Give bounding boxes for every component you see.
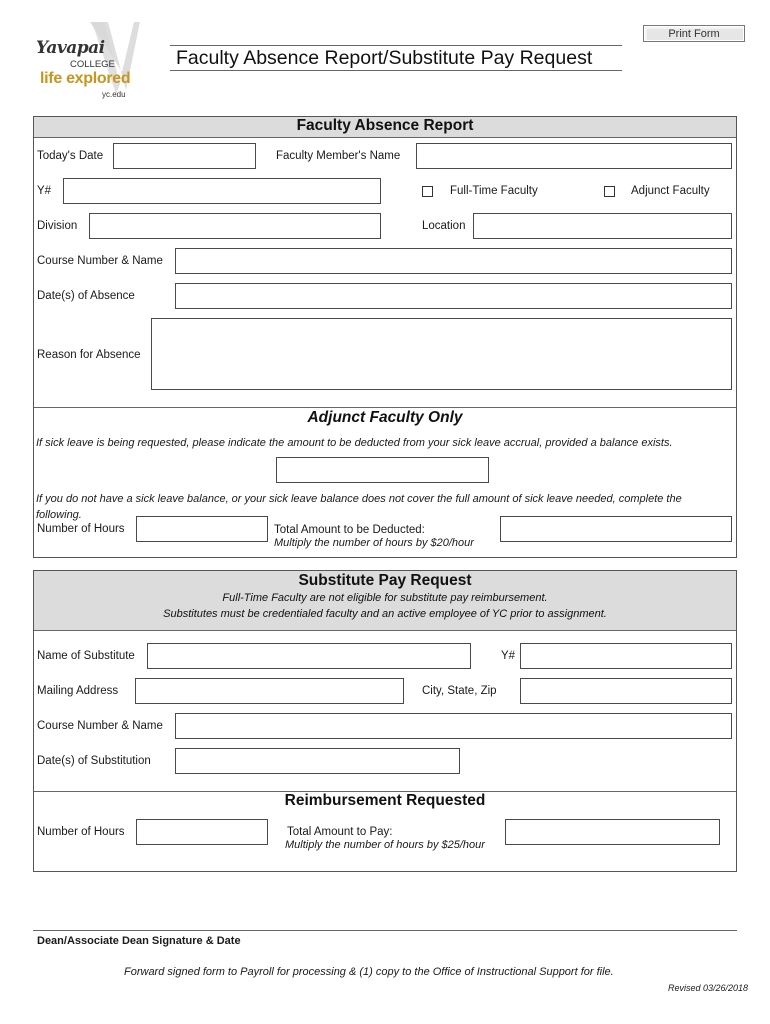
total-to-pay-field[interactable] bbox=[505, 819, 720, 845]
mailing-address-field[interactable] bbox=[135, 678, 404, 704]
dates-absence-field[interactable] bbox=[175, 283, 732, 309]
course-field[interactable] bbox=[175, 248, 732, 274]
todays-date-label: Today's Date bbox=[37, 150, 104, 162]
location-field[interactable] bbox=[473, 213, 732, 239]
todays-date-field[interactable] bbox=[113, 143, 256, 169]
title-bottom-rule bbox=[170, 70, 622, 71]
sick-leave-amount-field[interactable] bbox=[276, 457, 489, 483]
reimb-hours-label: Number of Hours bbox=[37, 826, 125, 838]
adjunct-hours-field[interactable] bbox=[136, 516, 268, 542]
total-deducted-label: Total Amount to be Deducted: bbox=[274, 524, 425, 536]
signature-label: Dean/Associate Dean Signature & Date bbox=[37, 935, 241, 947]
city-state-zip-label: City, State, Zip bbox=[422, 685, 497, 697]
faculty-name-field[interactable] bbox=[416, 143, 732, 169]
logo-name: Yavapai bbox=[36, 38, 105, 58]
substitute-y-label: Y# bbox=[501, 650, 516, 662]
adjunct-divider bbox=[34, 407, 736, 408]
substitute-course-label: Course Number & Name bbox=[37, 720, 163, 732]
multiply-20-note: Multiply the number of hours by $20/hour bbox=[274, 537, 474, 549]
adjunct-heading: Adjunct Faculty Only bbox=[307, 409, 463, 426]
reimbursement-heading: Reimbursement Requested bbox=[284, 792, 486, 809]
logo-url: yc.edu bbox=[102, 90, 126, 99]
revised-date: Revised 03/26/2018 bbox=[668, 983, 749, 993]
college-logo bbox=[30, 20, 140, 102]
forward-note: Forward signed form to Payroll for processing & (1) copy to the Office of Instructional Support for file. bbox=[124, 966, 614, 978]
reimb-hours-field[interactable] bbox=[136, 819, 268, 845]
full-time-label: Full-Time Faculty bbox=[450, 185, 538, 197]
full-time-checkbox[interactable] bbox=[422, 186, 433, 197]
mailing-address-label: Mailing Address bbox=[37, 685, 119, 697]
total-to-pay-label: Total Amount to Pay: bbox=[287, 826, 393, 838]
substitute-course-field[interactable] bbox=[175, 713, 732, 739]
division-label: Division bbox=[37, 220, 78, 232]
y-number-label: Y# bbox=[37, 185, 52, 197]
no-balance-note: If you do not have a sick leave balance, or your sick leave balance does not cover the full amount of sick leave needed, complete the following. bbox=[36, 493, 682, 521]
heading-divider bbox=[34, 137, 736, 138]
substitute-y-field[interactable] bbox=[520, 643, 732, 669]
faculty-absence-heading: Faculty Absence Report bbox=[296, 117, 474, 134]
course-label: Course Number & Name bbox=[37, 255, 163, 267]
logo-college: COLLEGE bbox=[70, 59, 115, 70]
dates-substitution-field[interactable] bbox=[175, 748, 460, 774]
title-top-rule bbox=[170, 45, 622, 46]
total-deducted-field[interactable] bbox=[500, 516, 732, 542]
y-number-field[interactable] bbox=[63, 178, 381, 204]
reason-field[interactable] bbox=[151, 318, 732, 390]
substitute-note-1: Full-Time Faculty are not eligible for substitute pay reimbursement. bbox=[222, 592, 548, 604]
substitute-name-field[interactable] bbox=[147, 643, 471, 669]
substitute-heading-divider bbox=[34, 630, 736, 631]
substitute-name-label: Name of Substitute bbox=[37, 650, 135, 662]
dates-absence-label: Date(s) of Absence bbox=[37, 290, 135, 302]
form-title: Faculty Absence Report/Substitute Pay Request bbox=[176, 47, 593, 69]
city-state-zip-field[interactable] bbox=[520, 678, 732, 704]
adjunct-label: Adjunct Faculty bbox=[631, 185, 710, 197]
sick-leave-note: If sick leave is being requested, please indicate the amount to be deducted from your sick leave accrual, provided a balance exists. bbox=[36, 437, 673, 449]
adjunct-checkbox[interactable] bbox=[604, 186, 615, 197]
dates-substitution-label: Date(s) of Substitution bbox=[37, 755, 151, 767]
reason-label: Reason for Absence bbox=[37, 349, 141, 361]
signature-line bbox=[33, 930, 737, 931]
substitute-note-2: Substitutes must be credentialed faculty and an active employee of YC prior to assignment. bbox=[163, 608, 607, 620]
adjunct-hours-label: Number of Hours bbox=[37, 523, 125, 535]
logo-tagline: life explored bbox=[40, 70, 131, 87]
multiply-25-note: Multiply the number of hours by $25/hour bbox=[285, 839, 485, 851]
substitute-heading: Substitute Pay Request bbox=[298, 572, 472, 589]
division-field[interactable] bbox=[89, 213, 381, 239]
faculty-name-label: Faculty Member's Name bbox=[276, 150, 401, 162]
print-form-button[interactable]: Print Form bbox=[643, 25, 745, 42]
location-label: Location bbox=[422, 220, 466, 232]
